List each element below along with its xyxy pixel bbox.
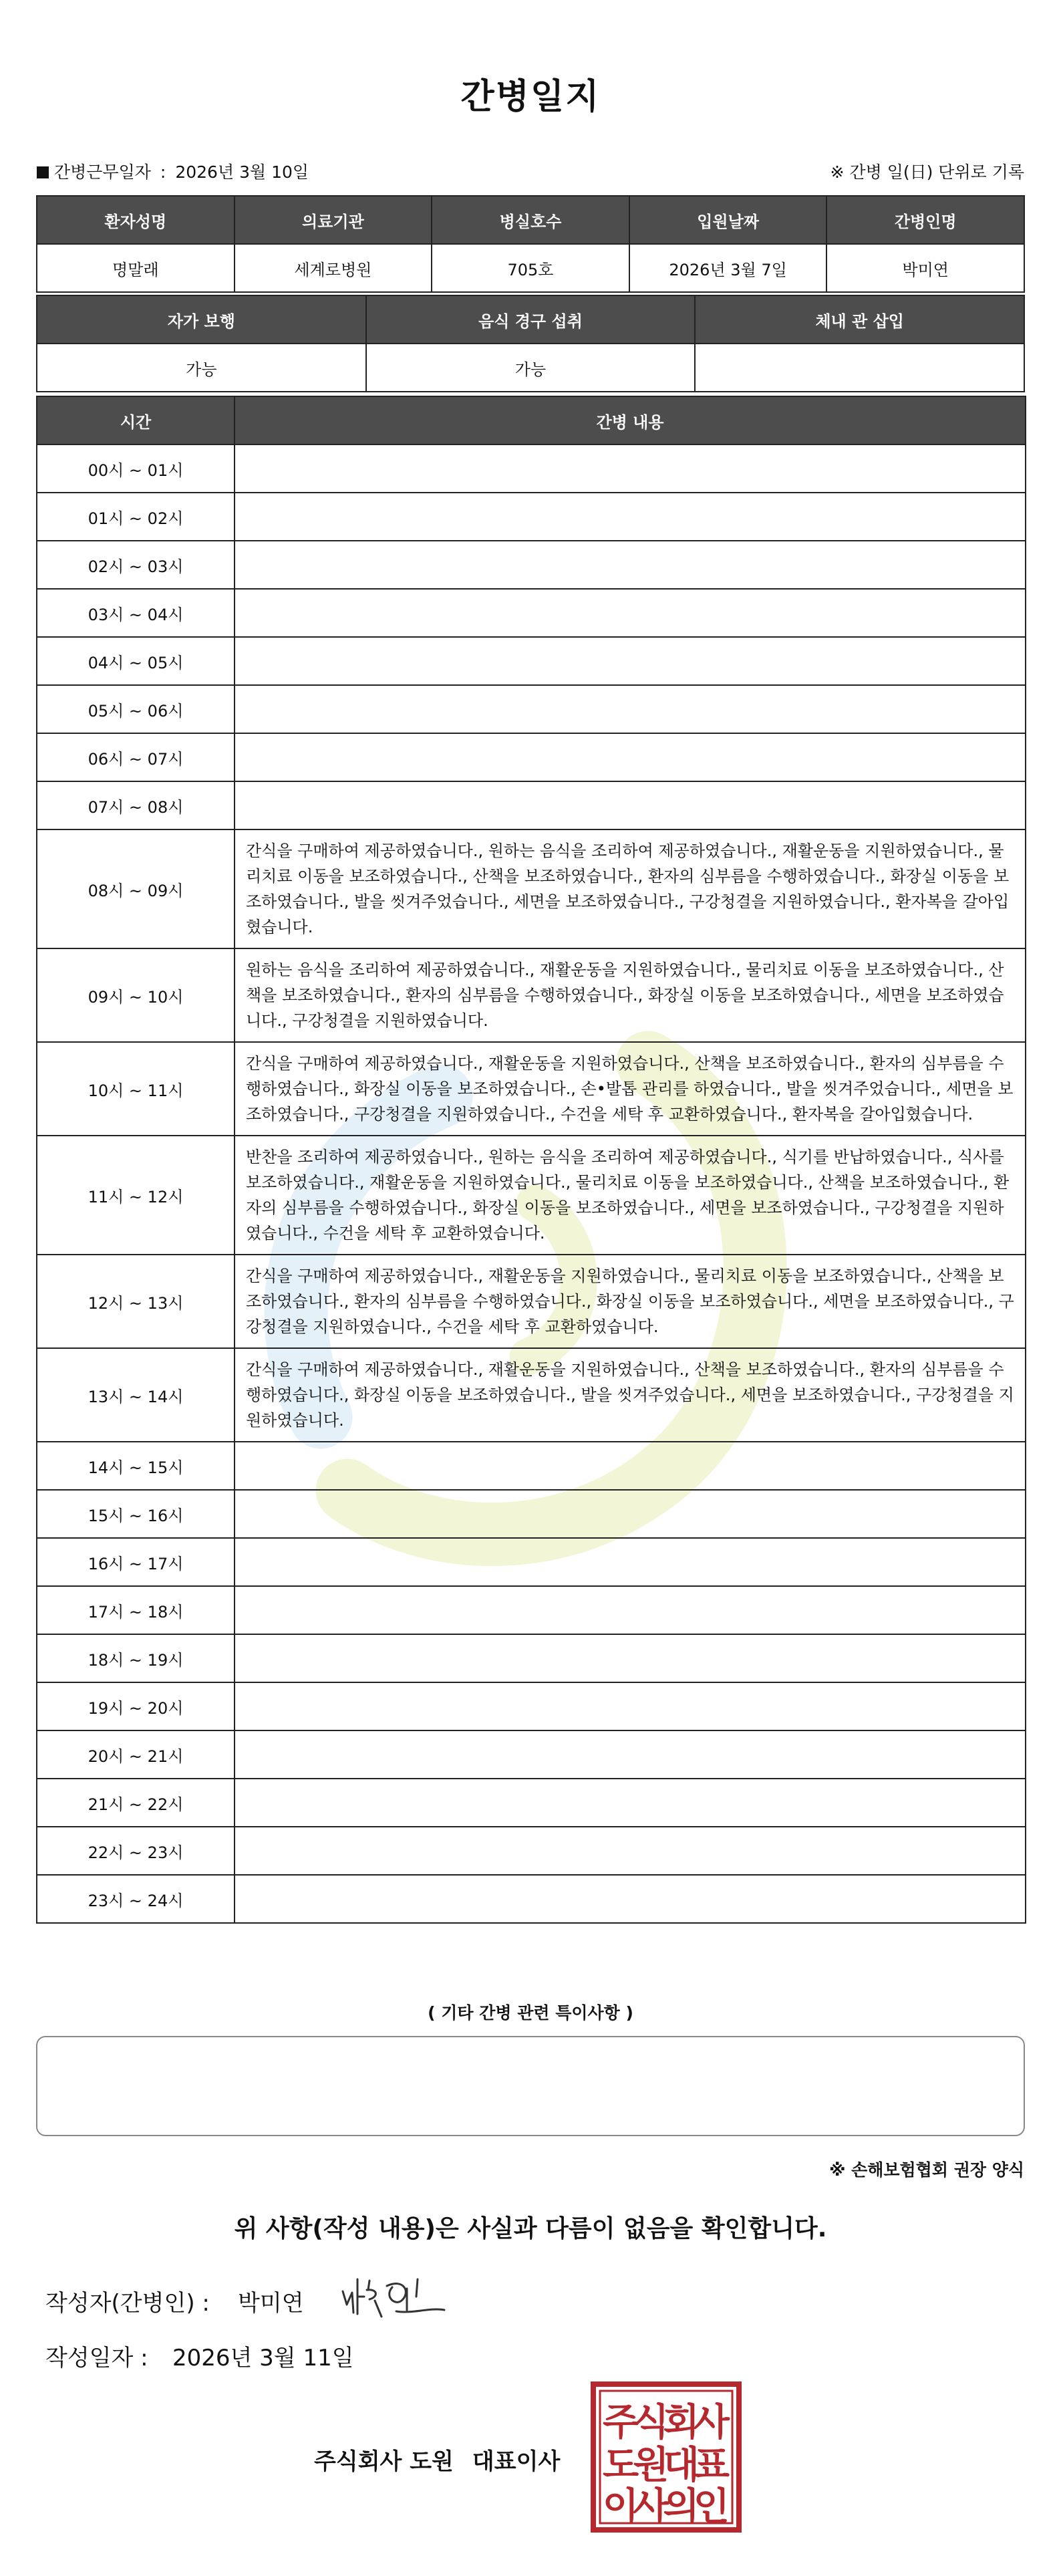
patient-ability-table: [36, 295, 1025, 392]
log-time-cell: 19시 ~ 20시: [37, 1682, 235, 1730]
log-content-cell: [235, 1682, 1026, 1730]
log-time-cell: 09시 ~ 10시: [37, 948, 235, 1042]
table-row: [37, 1136, 1026, 1255]
log-time-cell: 01시 ~ 02시: [37, 493, 235, 541]
patient-info-header-row: [37, 196, 1024, 244]
log-content-cell: 간식을 구매하여 제공하였습니다., 원하는 음식을 조리하여 제공하였습니다., 재활운동을 지원하였습니다., 물리치료 이동을 보조하였습니다., 산책을 보조하였습니다., 환자의 심부름을 수행하였습니다., 화장실 이동을 보조하였습니다., 발을 씻겨주었습니다., 세면을 보조하였습니다., 구강청결을 지원하였습니다., 환자복을 갈아입혔습니다.: [235, 829, 1026, 948]
value-oral-intake: 가능: [366, 344, 696, 392]
log-time-cell: 12시 ~ 13시: [37, 1255, 235, 1348]
table-row: [37, 685, 1026, 733]
log-content-cell: [235, 733, 1026, 781]
square-bullet-icon: [37, 166, 49, 178]
log-time-cell: 22시 ~ 23시: [37, 1827, 235, 1875]
table-row: [37, 1538, 1026, 1586]
company-seal-stamp-icon: [589, 2380, 743, 2534]
header-admission-date: 입원날짜: [629, 196, 827, 244]
header-self-walking: 자가 보행: [37, 295, 366, 344]
table-row: [37, 1490, 1026, 1538]
log-content-cell: 반찬을 조리하여 제공하였습니다., 원하는 음식을 조리하여 제공하였습니다., 식기를 반납하였습니다., 식사를 보조하였습니다., 재활운동을 지원하였습니다., 물리치료 이동을 보조하였습니다., 산책을 보조하였습니다., 환자의 심부름을 수행하였습니다., 화장실 이동을 보조하였습니다., 세면을 보조하였습니다., 구강청결을 지원하였습니다., 수건을 세탁 후 교환하였습니다.: [235, 1136, 1026, 1255]
table-row: [37, 781, 1026, 829]
table-row: [37, 444, 1026, 493]
table-row: [37, 1730, 1026, 1779]
table-row: [37, 1875, 1026, 1923]
log-time-cell: 10시 ~ 11시: [37, 1042, 235, 1136]
header-tube-insertion: 체내 관 삽입: [695, 295, 1024, 344]
header-room-number: 병실호수: [432, 196, 629, 244]
company-role: 대표이사: [472, 2448, 561, 2475]
header-hospital: 의료기관: [235, 196, 432, 244]
work-date-label: 간병근무일자: [54, 162, 151, 182]
log-content-cell: [235, 1586, 1026, 1634]
table-row: [37, 637, 1026, 685]
table-row: [37, 1827, 1026, 1875]
document-title: 간병일지: [460, 77, 601, 117]
log-time-cell: 16시 ~ 17시: [37, 1538, 235, 1586]
svg-text:주식회사: 주식회사: [603, 2401, 730, 2444]
log-time-cell: 08시 ~ 09시: [37, 829, 235, 948]
table-row: [37, 1442, 1026, 1490]
log-content-cell: [235, 1827, 1026, 1875]
log-content-cell: [235, 1442, 1026, 1490]
log-content-cell: [235, 1634, 1026, 1682]
ability-value-row: [37, 344, 1024, 392]
notes-label: ( 기타 간병 관련 특이사항 ): [428, 2003, 633, 2023]
table-row: [37, 1682, 1026, 1730]
notes-box: [36, 2036, 1025, 2136]
recommend-note: ※ 손해보험협회 권장 양식: [829, 2160, 1024, 2180]
table-row: [37, 541, 1026, 589]
value-patient-name: 명말래: [37, 244, 235, 292]
log-time-cell: 02시 ~ 03시: [37, 541, 235, 589]
value-tube-insertion: [695, 344, 1024, 392]
value-room-number: 705호: [432, 244, 629, 292]
log-time-cell: 17시 ~ 18시: [37, 1586, 235, 1634]
company-signature-line: [314, 2443, 579, 2476]
log-content-cell: 간식을 구매하여 제공하였습니다., 재활운동을 지원하였습니다., 산책을 보조하였습니다., 환자의 심부름을 수행하였습니다., 화장실 이동을 보조하였습니다., 발을 씻겨주었습니다., 세면을 보조하였습니다., 구강청결을 지원하였습니다.: [235, 1348, 1026, 1442]
log-content-cell: [235, 493, 1026, 541]
value-self-walking: 가능: [37, 344, 366, 392]
log-time-cell: 15시 ~ 16시: [37, 1490, 235, 1538]
table-row: [37, 829, 1026, 948]
table-row: [37, 493, 1026, 541]
log-time-cell: 00시 ~ 01시: [37, 444, 235, 493]
log-content-cell: 간식을 구매하여 제공하였습니다., 재활운동을 지원하였습니다., 물리치료 이동을 보조하였습니다., 산책을 보조하였습니다., 환자의 심부름을 수행하였습니다., 화장실 이동을 보조하였습니다., 세면을 보조하였습니다., 구강청결을 지원하였습니다., 수건을 세탁 후 교환하였습니다.: [235, 1255, 1026, 1348]
table-row: [37, 589, 1026, 637]
table-row: [37, 1634, 1026, 1682]
hourly-care-log-table: [36, 396, 1026, 1924]
value-caregiver-name: 박미연: [826, 244, 1024, 292]
table-row: [37, 1042, 1026, 1136]
log-content-cell: [235, 1730, 1026, 1779]
written-date-label: 작성일자 :: [45, 2345, 148, 2371]
header-care-content: 간병 내용: [235, 396, 1026, 444]
log-content-cell: [235, 1490, 1026, 1538]
table-row: [37, 1779, 1026, 1827]
writer-name: 박미연: [238, 2290, 304, 2317]
log-time-cell: 07시 ~ 08시: [37, 781, 235, 829]
table-row: [37, 733, 1026, 781]
log-content-cell: [235, 1538, 1026, 1586]
company-name: 주식회사 도원: [314, 2448, 454, 2475]
log-content-cell: [235, 685, 1026, 733]
written-date-value: 2026년 3월 11일: [172, 2345, 354, 2371]
header-patient-name: 환자성명: [37, 196, 235, 244]
log-time-cell: 03시 ~ 04시: [37, 589, 235, 637]
table-row: [37, 948, 1026, 1042]
log-content-cell: [235, 637, 1026, 685]
writer-label: 작성자(간병인) :: [45, 2290, 210, 2317]
log-content-cell: [235, 444, 1026, 493]
work-date-line: 간병근무일자 : 2026년 3월 10일: [37, 159, 309, 183]
log-content-cell: [235, 589, 1026, 637]
value-admission-date: 2026년 3월 7일: [629, 244, 827, 292]
log-time-cell: 18시 ~ 19시: [37, 1634, 235, 1682]
log-rows: [37, 444, 1026, 1923]
work-date-value: 2026년 3월 10일: [175, 162, 309, 182]
log-time-cell: 05시 ~ 06시: [37, 685, 235, 733]
log-content-cell: 간식을 구매하여 제공하였습니다., 재활운동을 지원하였습니다., 산책을 보조하였습니다., 환자의 심부름을 수행하였습니다., 화장실 이동을 보조하였습니다., 손•발톱 관리를 하였습니다., 발을 씻겨주었습니다., 세면을 보조하였습니다., 구강청결을 지원하였습니다., 수건을 세탁 후 교환하였습니다., 환자복을 갈아입혔습니다.: [235, 1042, 1026, 1136]
header-oral-intake: 음식 경구 섭취: [366, 295, 696, 344]
log-time-cell: 14시 ~ 15시: [37, 1442, 235, 1490]
log-time-cell: 06시 ~ 07시: [37, 733, 235, 781]
header-time: 시간: [37, 396, 235, 444]
patient-info-table: [36, 195, 1025, 293]
header-caregiver-name: 간병인명: [826, 196, 1024, 244]
log-header-row: [37, 396, 1026, 444]
log-content-cell: [235, 781, 1026, 829]
ability-header-row: [37, 295, 1024, 344]
svg-text:도원대표: 도원대표: [603, 2444, 730, 2487]
log-time-cell: 20시 ~ 21시: [37, 1730, 235, 1779]
patient-info-value-row: [37, 244, 1024, 292]
log-time-cell: 23시 ~ 24시: [37, 1875, 235, 1923]
table-row: [37, 1348, 1026, 1442]
log-time-cell: 21시 ~ 22시: [37, 1779, 235, 1827]
log-content-cell: 원하는 음식을 조리하여 제공하였습니다., 재활운동을 지원하였습니다., 물리치료 이동을 보조하였습니다., 산책을 보조하였습니다., 환자의 심부름을 수행하였습니다., 화장실 이동을 보조하였습니다., 세면을 보조하였습니다., 구강청결을 지원하였습니다.: [235, 948, 1026, 1042]
confirmation-statement: 위 사항(작성 내용)은 사실과 다름이 없음을 확인합니다.: [234, 2215, 827, 2242]
svg-text:이사의인: 이사의인: [603, 2485, 730, 2529]
handwritten-signature-icon: [337, 2266, 458, 2326]
log-content-cell: [235, 1875, 1026, 1923]
log-time-cell: 04시 ~ 05시: [37, 637, 235, 685]
log-content-cell: [235, 541, 1026, 589]
log-time-cell: 11시 ~ 12시: [37, 1136, 235, 1255]
log-time-cell: 13시 ~ 14시: [37, 1348, 235, 1442]
table-row: [37, 1586, 1026, 1634]
table-row: [37, 1255, 1026, 1348]
value-hospital: 세계로병원: [235, 244, 432, 292]
log-content-cell: [235, 1779, 1026, 1827]
record-unit-note: ※ 간병 일(日) 단위로 기록: [830, 162, 1024, 182]
